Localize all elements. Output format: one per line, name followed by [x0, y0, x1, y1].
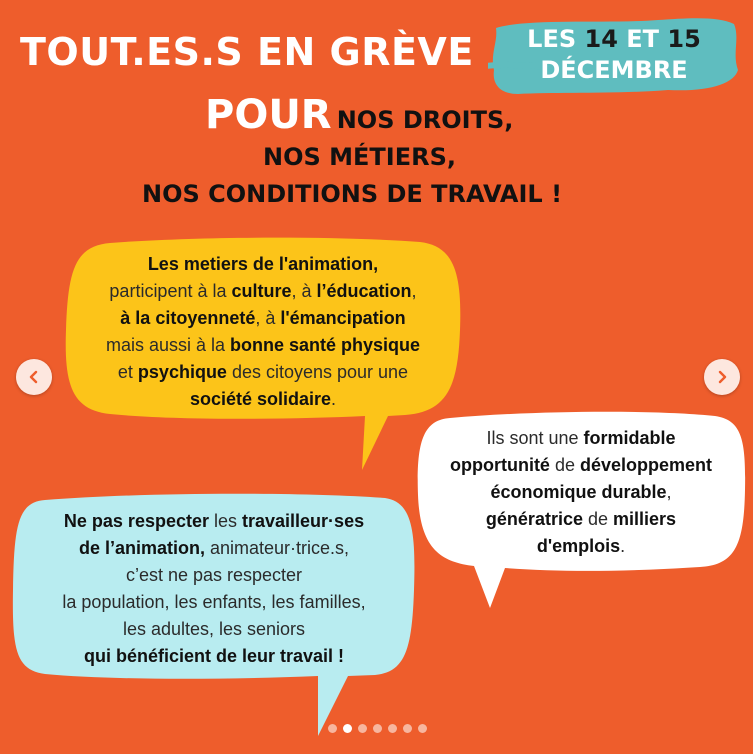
- white-l4c: milliers: [613, 509, 677, 529]
- blue-l3: c’est ne pas respecter: [125, 565, 303, 585]
- yellow-l4a: mais aussi à la: [105, 335, 231, 355]
- blue-l2b: animateur·trice.s,: [204, 538, 350, 558]
- yellow-l3b: , à: [255, 308, 281, 328]
- subtitle-metiers: NOS MÉTIERS,: [263, 143, 456, 171]
- yellow-l3c: l'émancipation: [280, 308, 406, 328]
- white-l5b: .: [620, 536, 626, 556]
- white-l5a: d'emplois: [536, 536, 621, 556]
- blue-l1b: les: [209, 511, 243, 531]
- chevron-left-icon: [27, 370, 41, 384]
- date-day-1: 14: [584, 25, 618, 53]
- yellow-l2c: , à: [291, 281, 317, 301]
- white-l2b: de: [549, 455, 580, 475]
- date-prefix: LES: [527, 25, 577, 53]
- white-l2a: opportunité: [449, 455, 550, 475]
- blue-l1c: travailleur·ses: [242, 511, 365, 531]
- yellow-l6a: société solidaire: [189, 389, 332, 409]
- blue-l4: la population, les enfants, les familles,: [62, 592, 366, 612]
- white-bubble-text: [420, 425, 742, 560]
- yellow-l2b: culture: [231, 281, 292, 301]
- blue-l1a: Ne pas respecter: [63, 511, 209, 531]
- yellow-l5a: et: [117, 362, 138, 382]
- poster-title: TOUT.ES.S EN GRÈVE: [20, 30, 474, 74]
- white-l4b: de: [582, 509, 614, 529]
- chevron-right-icon: [715, 370, 729, 384]
- yellow-l4b: bonne santé physique: [230, 335, 421, 355]
- white-l3b: ,: [666, 482, 672, 502]
- yellow-bubble-text: [70, 251, 456, 413]
- white-l1b: formidable: [583, 428, 676, 448]
- yellow-l2a: participent à la: [109, 281, 232, 301]
- subtitle-droits: NOS DROITS,: [336, 106, 514, 134]
- white-l2c: développement: [579, 455, 713, 475]
- carousel-dot[interactable]: [373, 724, 382, 733]
- pour-word: POUR: [205, 92, 332, 138]
- blue-l2a: de l’animation,: [78, 538, 205, 558]
- subtitle-conditions: NOS CONDITIONS DE TRAVAIL !: [142, 180, 563, 208]
- carousel-dot[interactable]: [403, 724, 412, 733]
- blue-bubble-text: [16, 508, 412, 670]
- carousel-prev-button[interactable]: [16, 359, 52, 395]
- blue-l6: qui bénéficient de leur travail !: [83, 646, 345, 666]
- carousel-dot[interactable]: [418, 724, 427, 733]
- white-l4a: génératrice: [485, 509, 583, 529]
- yellow-l1: Les metiers de l'animation,: [147, 254, 379, 274]
- carousel-dot[interactable]: [343, 724, 352, 733]
- yellow-l2d: l’éducation: [316, 281, 412, 301]
- yellow-l5c: des citoyens pour une: [226, 362, 409, 382]
- carousel-dot[interactable]: [328, 724, 337, 733]
- yellow-l2e: ,: [411, 281, 417, 301]
- date-day-2: 15: [667, 25, 701, 53]
- carousel-dot[interactable]: [388, 724, 397, 733]
- yellow-l5b: psychique: [137, 362, 227, 382]
- white-l3a: économique durable: [490, 482, 667, 502]
- yellow-l3a: à la citoyenneté: [120, 308, 256, 328]
- date-month: DÉCEMBRE: [540, 56, 688, 84]
- carousel-dots: [328, 724, 427, 733]
- blue-l5: les adultes, les seniors: [122, 619, 306, 639]
- carousel-next-button[interactable]: [704, 359, 740, 395]
- white-l1a: Ils sont une: [486, 428, 584, 448]
- yellow-l6b: .: [331, 389, 337, 409]
- date-conjunction: ET: [626, 25, 660, 53]
- carousel-dot[interactable]: [358, 724, 367, 733]
